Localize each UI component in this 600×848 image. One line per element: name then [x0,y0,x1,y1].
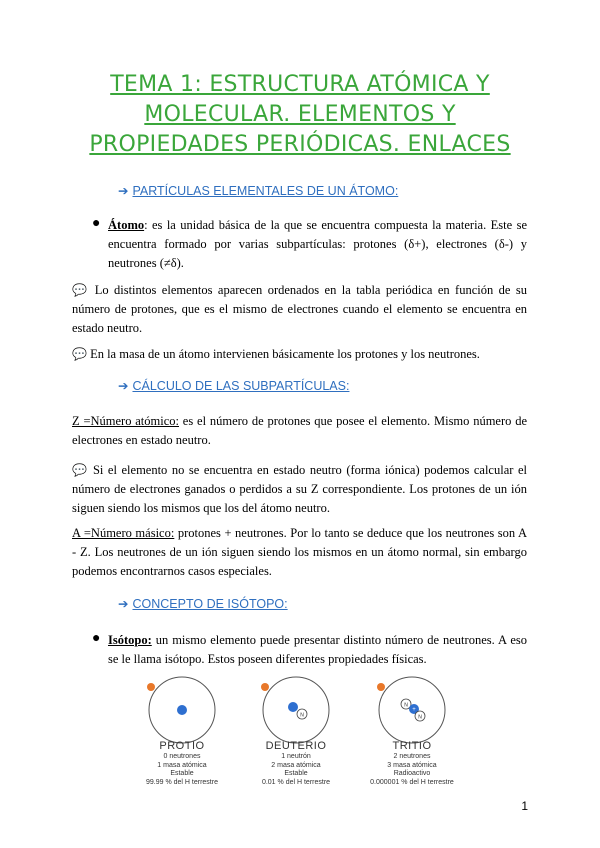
section-heading-text: CÁLCULO DE LAS SUBPARTÍCULAS: [132,379,350,393]
neutron-label: N [404,702,408,709]
bullet-icon: ● [92,216,101,231]
neutron-label: N [418,714,422,721]
isotope-stability: Radioactivo [393,770,431,777]
paragraph-z [72,412,527,450]
isotope-abundance: 0.01 % del H terrestre [261,778,331,786]
isotope-stability: Estable [284,770,308,777]
electron-icon [147,683,155,691]
electron-icon [261,683,269,691]
speech-bubble-icon: 💬 [72,283,90,297]
note-masa-text: En la masa de un átomo intervienen básicamente los protones y los neutrones. [90,347,480,361]
isotope-neutrons: 2 neutrones [393,753,431,760]
proton-label: + [412,707,416,713]
term-z: Z =Número atómico: [72,414,179,428]
isotope-neutrons: 0 neutrones [163,753,201,760]
neutron-label: N [300,712,304,719]
isotope-tritio [357,740,467,787]
title-line-2: MOLECULAR. ELEMENTOS Y [144,102,456,127]
z-definition: es el número de protones que posee el elemento. Mismo número de electrones en estado neutro. [72,414,527,447]
term-a: A =Número másico: [72,526,175,540]
proton-icon [288,702,298,712]
isotope-mass: 1 masa atómica [157,761,207,769]
isotope-abundance: 0.000001 % del H terrestre [370,778,454,786]
page-number: 1 [521,799,528,813]
isotope-name: TRITIO [392,740,432,752]
term-atomo: Átomo [108,218,145,232]
title-line-1: TEMA 1: ESTRUCTURA ATÓMICA Y [110,72,490,97]
isotope-protio [127,740,237,787]
electron-icon [377,683,385,691]
title-line-3: PROPIEDADES PERIÓDICAS. ENLACES [89,132,511,157]
arrow-icon: ➔ [118,597,129,611]
note-ion-text: Si el elemento no se encuentra en estado neutro (forma iónica) podemos calcular el número de electrones ganados o perdidos a su Z correspondiente. Los protones de un ión siguen siendo los mismos que los del átomo neutro. [72,463,527,515]
section-heading-calculo [118,378,349,393]
isotope-stability: Estable [170,770,194,777]
isotope-deuterio [241,740,351,787]
isotopes-diagram [130,676,470,746]
page-title [60,70,540,160]
paragraph-note-tabla [72,281,527,338]
isotope-abundance: 99.99 % del H terrestre [146,778,218,786]
section-heading-isotopo [118,596,288,611]
section-heading-particulas [118,183,398,198]
paragraph-atomo [108,216,527,273]
speech-bubble-icon: 💬 [72,347,87,361]
isotopo-definition: un mismo elemento puede presentar distinto número de neutrones. A eso se le llama isótopo. Estos poseen diferentes propiedades físicas. [108,633,527,666]
atomo-definition: : es la unidad básica de la que se encuentra compuesta la materia. Este se encuentra formado por varias subpartículas: protones (δ+), electrones (δ-) y neutrones (≠δ). [108,218,527,270]
section-heading-text: PARTÍCULAS ELEMENTALES DE UN ÁTOMO: [132,184,399,198]
term-isotopo: Isótopo: [108,633,152,647]
section-heading-text: CONCEPTO DE ISÓTOPO: [132,597,288,611]
a-definition: protones + neutrones. Por lo tanto se deduce que los neutrones son A - Z. Los neutrones de un ión siguen siendo los mismos en un átomo normal, sin embargo podemos encontrarnos casos especiales. [72,526,527,578]
arrow-icon: ➔ [118,379,129,393]
paragraph-isotopo [108,631,527,669]
note-tabla-text: Lo distintos elementos aparecen ordenados en la tabla periódica en función de su número de protones, que es el mismo de electrones cuando el elemento se encuentra en estado neutro. [72,283,528,335]
arrow-icon: ➔ [118,184,129,198]
paragraph-note-ion [72,461,527,518]
isotope-mass: 3 masa atómica [387,761,437,769]
isotopes-figure [130,676,470,794]
isotope-mass: 2 masa atómica [271,761,321,769]
isotope-name: DEUTERIO [265,740,327,752]
paragraph-note-masa [72,345,527,364]
bullet-icon: ● [92,631,101,646]
paragraph-a [72,524,527,581]
speech-bubble-icon: 💬 [72,463,89,477]
isotope-neutrons: 1 neutrón [281,753,311,760]
proton-icon [177,705,187,715]
isotope-name: PROTIO [159,740,205,752]
